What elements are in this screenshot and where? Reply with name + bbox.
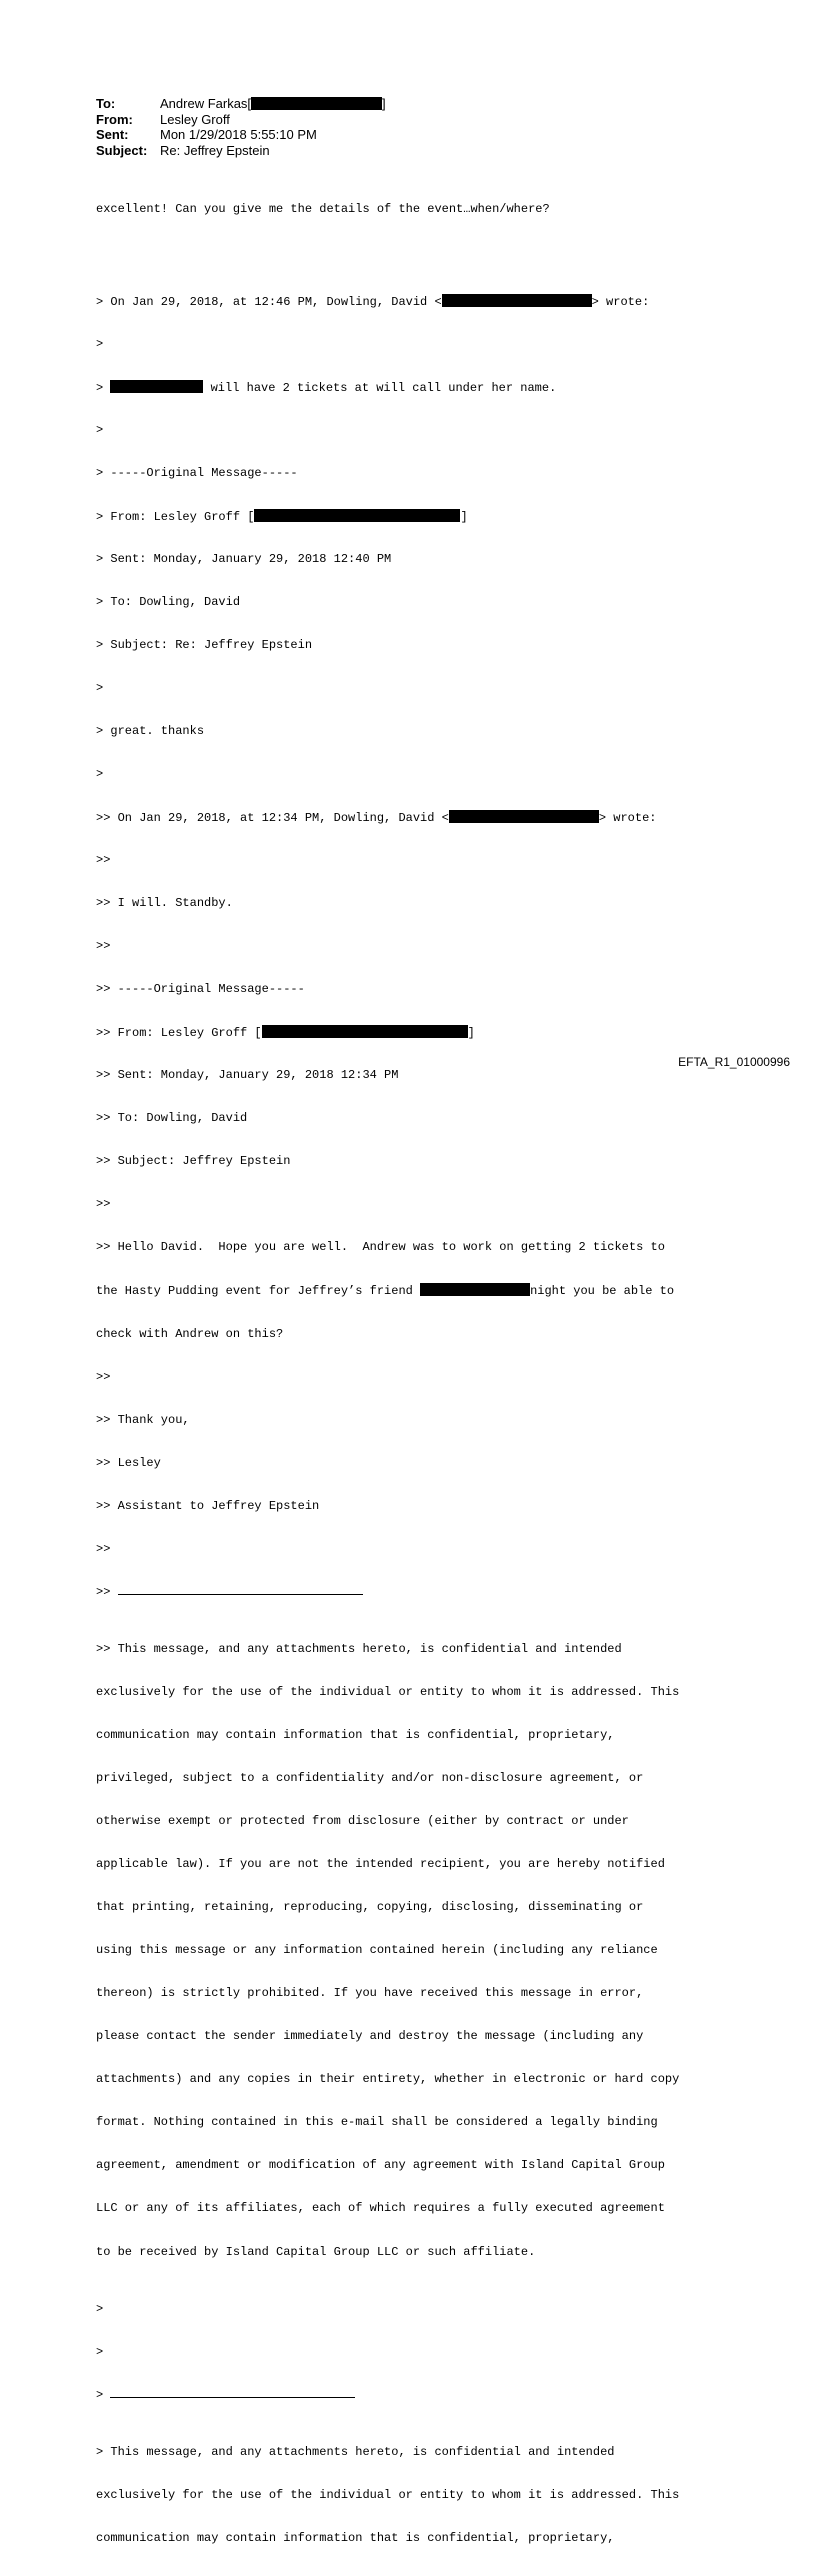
quote-line: check with Andrew on this? [96, 1326, 284, 1341]
disclaimer-line: attachments) and any copies in their entirety, whether in electronic or hard copy [96, 2072, 680, 2087]
disclaimer-line: thereon) is strictly prohibited. If you have received this message in error, [96, 1986, 644, 2001]
disclaimer-line: please contact the sender immediately and destroy the message (including any [96, 2029, 644, 2044]
quote-text: > wrote: [591, 294, 650, 309]
disclaimer-line: to be received by Island Capital Group LLC or such affiliate. [96, 2244, 536, 2259]
quote-line: > [96, 681, 104, 696]
signature-rule [110, 2388, 355, 2398]
quote-text: the Hasty Pudding event for Jeffrey’s friend [96, 1284, 421, 1299]
to-close: ] [382, 96, 386, 111]
quote-text: ] [467, 1026, 475, 1041]
quote-line: > Sent: Monday, January 29, 2018 12:40 PM [96, 551, 392, 566]
quote-line: >> Sent: Monday, January 29, 2018 12:34 PM [96, 1068, 399, 1083]
quote-line: >> [96, 1197, 111, 1212]
quote-text: > [96, 380, 111, 395]
from-value: Lesley Groff [160, 111, 230, 127]
quote-line: >> Thank you, [96, 1412, 190, 1427]
disclaimer-line: agreement, amendment or modification of any agreement with Island Capital Group [96, 2158, 665, 2173]
redaction-bar [251, 97, 382, 110]
quote-line: > great. thanks [96, 724, 205, 739]
document-id: EFTA_R1_01000996 [678, 1055, 790, 1069]
disclaimer-line: otherwise exempt or protected from disclosure (either by contract or under [96, 1814, 629, 1829]
disclaimer-line: format. Nothing contained in this e-mail shall be considered a legally binding [96, 2115, 658, 2130]
quote-line: >> Assistant to Jeffrey Epstein [96, 1498, 320, 1513]
sent-row [96, 127, 386, 143]
quote-line [96, 1585, 736, 1599]
quote-line [96, 2388, 736, 2402]
quote-line: >> Hello David. Hope you are well. Andrew was to work on getting 2 tickets to [96, 1240, 665, 1255]
disclaimer-line: exclusively for the use of the individual or entity to whom it is addressed. This [96, 1685, 680, 1700]
disclaimer-line: that printing, retaining, reproducing, copying, disclosing, disseminating or [96, 1900, 644, 1915]
quote-line: >> Lesley [96, 1455, 161, 1470]
quote-line [96, 294, 736, 308]
to-value [160, 96, 386, 112]
quote-line: >> [96, 1541, 111, 1556]
subject-label: Subject: [96, 142, 148, 158]
quote-line [96, 380, 736, 394]
disclaimer-line: privileged, subject to a confidentiality and/or non-disclosure agreement, or [96, 1771, 644, 1786]
quote-line: > [96, 2301, 104, 2316]
disclaimer-line: using this message or any information contained herein (including any reliance [96, 1943, 658, 1958]
to-row [96, 96, 386, 112]
disclaimer-line: communication may contain information that is confidential, proprietary, [96, 1728, 615, 1743]
subject-value: Re: Jeffrey Epstein [160, 142, 270, 158]
quote-text: >> [96, 1584, 118, 1599]
reply-line: excellent! Can you give me the details of the event…when/where? [96, 201, 550, 216]
disclaimer-line: > This message, and any attachments hereto, is confidential and intended [96, 2445, 615, 2460]
quote-line: >> [96, 1369, 111, 1384]
quote-line: > [96, 2344, 104, 2359]
disclaimer-line: exclusively for the use of the individual or entity to whom it is addressed. This [96, 2488, 680, 2503]
quote-text: will have 2 tickets at will call under her name. [203, 380, 557, 395]
quote-line: >> [96, 939, 111, 954]
quote-line: >> I will. Standby. [96, 896, 233, 911]
quote-text: > On Jan 29, 2018, at 12:46 PM, Dowling, David < [96, 294, 442, 309]
redaction-bar [442, 294, 592, 307]
quote-text: > [96, 2387, 111, 2402]
disclaimer-line: LLC or any of its affiliates, each of which requires a fully executed agreement [96, 2201, 665, 2216]
quote-line [96, 1025, 736, 1039]
quote-text: > From: Lesley Groff [ [96, 509, 255, 524]
quote-line [96, 810, 736, 824]
redaction-bar [420, 1283, 530, 1296]
quote-text: >> On Jan 29, 2018, at 12:34 PM, Dowling, David < [96, 811, 449, 826]
email-header [96, 96, 386, 158]
redaction-bar [110, 380, 203, 393]
quote-line [96, 1283, 736, 1297]
quote-text: ] [460, 509, 468, 524]
quote-line: >> Subject: Jeffrey Epstein [96, 1154, 291, 1169]
quote-line: > [96, 767, 104, 782]
quote-line: >> -----Original Message----- [96, 982, 305, 997]
quote-text: night you be able to [530, 1284, 675, 1299]
redaction-bar [262, 1025, 468, 1038]
quote-line: >> [96, 853, 111, 868]
email-body [96, 173, 736, 2560]
quote-line [96, 509, 736, 523]
quote-line: > [96, 336, 104, 351]
quote-text: > wrote: [598, 811, 657, 826]
quote-line: > Subject: Re: Jeffrey Epstein [96, 638, 313, 652]
quote-text: >> From: Lesley Groff [ [96, 1026, 262, 1041]
disclaimer-line: applicable law). If you are not the intended recipient, you are hereby notified [96, 1857, 665, 1872]
to-label: To: [96, 96, 116, 111]
from-label: From: [96, 111, 133, 127]
quote-line: > [96, 422, 104, 437]
disclaimer-line: >> This message, and any attachments hereto, is confidential and intended [96, 1642, 622, 1657]
quote-line: >> To: Dowling, David [96, 1111, 248, 1126]
sent-label: Sent: [96, 127, 129, 142]
signature-rule [118, 1585, 363, 1595]
redaction-bar [254, 509, 460, 522]
from-row [96, 112, 386, 128]
sent-value: Mon 1/29/2018 5:55:10 PM [160, 127, 317, 142]
subject-row [96, 143, 386, 159]
to-name: Andrew Farkas[ [160, 96, 252, 111]
quote-line: > -----Original Message----- [96, 465, 298, 480]
spacer [96, 245, 736, 251]
quote-line: > To: Dowling, David [96, 594, 241, 609]
redaction-bar [449, 810, 599, 823]
disclaimer-line: communication may contain information that is confidential, proprietary, [96, 2531, 615, 2546]
